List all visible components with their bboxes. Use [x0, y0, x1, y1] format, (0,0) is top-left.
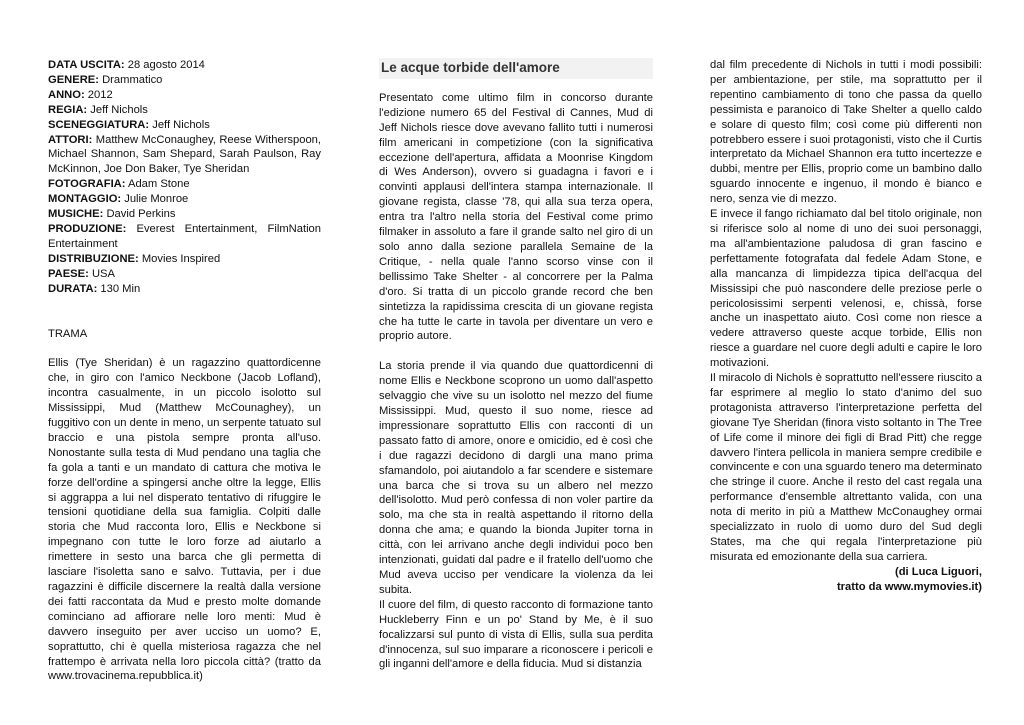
credit-line	[48, 222, 321, 252]
review-paragraph-5: E invece il fango richiamato dal bel titolo originale, non si riferisce solo al nome di uno dei suoi personaggi, ma all'ambientazione paludosa di gran fascino e perfettamente fotografata dal fedele Adam Stone, e alla mancanza di limpidezza tipica dell'acqua del Mississipi che può nascondere delle preziose perle o pericolosissimi serpenti velenosi, e, chissà, forse anche un inaspettato aiuto. Così come non riesce a vedere attraverso queste acque torbide, Ellis non riesce a guardare nel cuore degli adulti e capire le loro motivazioni.	[710, 208, 982, 370]
credit-label: DURATA:	[48, 282, 98, 295]
credit-line	[48, 177, 321, 192]
credit-line	[48, 133, 321, 178]
credit-value: USA	[91, 267, 115, 280]
review-paragraph-3: Il cuore del film, di questo racconto di formazione tanto Huckleberry Finn e un po' Stand by Me, è il suo focalizzarsi sul punto di vista di Ellis, sulla sua perdita d'innocenza, sul suo imparare a riconoscere i pericoli e gli inganni dell'amore e della fiducia. Mud si distanzia	[379, 598, 653, 671]
credit-label: ANNO:	[48, 88, 85, 101]
credit-label: DATA USCITA:	[48, 59, 125, 71]
credit-line	[48, 88, 321, 103]
review-paragraph-2: La storia prende il via quando due quattordicenni di nome Ellis e Neckbone scoprono un uomo dall'aspetto selvaggio che vive su un isolotto nel mezzo del fiume Mississippi. Mud, questo il suo nome, riesce ad impressionare soprattutto Ellis con racconti di un passato fatto di amore, onore e omicidio, ed è così che i due ragazzi decidono di dargli una mano prima sfamandolo, poi aiutandolo a far scendere e sistemare una barca che si trova su un albero nel mezzo dell'isolotto. Mud però confessa di non voler partire da solo, ma che sta in realtà aspettando il ritorno della donna che ama; e quando la bionda Jupiter torna in città, con lei arrivano anche degli individui poco ben intenzionati, guidati dal padre e il fratello dell'uomo che Mud aveva ucciso per vendicare la violenza da lei subita.	[379, 360, 653, 596]
credit-value: Matthew McConaughey, Reese Witherspoon, Michael Shannon, Sam Shepard, Sarah Paulson, Ray McKinnon, Joe Don Baker, Tye Sheridan	[48, 133, 322, 176]
review-paragraph-6: Il miracolo di Nichols è soprattutto nell'essere riuscito a far esprimere al meglio lo stato d'animo del suo protagonista attraverso l'interpretazione perfetta del giovane Tye Sheridan (finora visto soltanto in The Tree of Life come il minore dei figli di Brad Pitt) che regge davvero l'intera pellicola in maniera sempre credibile e convincente e con una sguardo tenero ma determinato che stringe il cuore. Anche il resto del cast regala una performance d'ensemble altrettanto valida, con una nota di merito in più a Matthew McConaughey ormai specializzato in ruolo di uomo duro del Sud degli States, ma che qui regala l'interpretazione più misurata ed emozionante della sua carriera.	[710, 372, 982, 563]
film-info-column	[48, 58, 321, 684]
credit-label: MUSICHE:	[48, 208, 104, 221]
credit-value: 28 agosto 2014	[127, 59, 205, 71]
credit-line	[48, 118, 321, 133]
credit-line	[48, 207, 321, 222]
credit-line	[48, 58, 321, 73]
credit-value: 130 Min	[100, 282, 141, 295]
credit-label: MONTAGGIO:	[48, 193, 122, 206]
credit-value: 2012	[87, 88, 113, 101]
credit-label: ATTORI:	[48, 133, 93, 146]
credit-value: Julie Monroe	[124, 193, 189, 206]
trama-heading: TRAMA	[48, 327, 88, 340]
credit-line	[48, 73, 321, 88]
credit-line	[48, 282, 321, 297]
credit-value: Adam Stone	[127, 178, 190, 191]
credit-line	[48, 192, 321, 207]
credit-value: Drammatico	[102, 73, 163, 86]
review-paragraph-1: Presentato come ultimo film in concorso durante l'edizione numero 65 del Festival di Cannes, Mud di Jeff Nichols riesce dove avevano fallito tutti i numerosi film americani in competizione (con la significativa eccezione dell'apertura, affidata a Moonrise Kingdom di Wes Anderson), ovvero si guadagna i favori e i convinti applausi dell'intera stampa internazionale. Il giovane regista, classe '78, qui alla sua terza opera, entra tra l'altro nella storia del Festival come primo filmaker in assoluto a fare il grande salto nel giro di un solo anno dalla sezione parallela Semaine de la Critique, - nella quale l'anno scorso vinse con il bellissimo Take Shelter - al concorrere per la Palma d'oro. Si tratta di un piccolo grande record che ben sintetizza la rapidissima crescita di un giovane regista che ha tutte le carte in tavola per diventare un vero e proprio autore.	[379, 91, 653, 343]
credit-label: PAESE:	[48, 267, 89, 280]
review-column-2	[710, 58, 982, 595]
credit-label: FOTOGRAFIA:	[48, 178, 126, 191]
credit-label: REGIA:	[48, 103, 88, 116]
review-paragraph-4: dal film precedente di Nichols in tutti i modi possibili: per ambientazione, per stile, ma soprattutto per il repentino cambiamento di tono che passa da quello pessimista e paranoico di Take Shelter a quello caldo e solare di questo film; così come più differenti non potrebbero essere i suoi protagonisti, visto che il Curtis interpretato da Michael Shannon era tutto incertezze e dubbi, mentre per Ellis, proprio come un bambino dallo sguardo innocente e ingenuo, il mondo è bianco e nero, senza vie di mezzo.	[710, 59, 982, 206]
credit-value: Jeff Nichols	[90, 103, 148, 116]
credit-label: PRODUZIONE:	[48, 222, 127, 235]
credit-line	[48, 267, 321, 282]
credit-label: DISTRIBUZIONE:	[48, 252, 139, 265]
credit-value: Everest Entertainment, FilmNation Entertainment	[48, 222, 321, 250]
credit-value: Movies Inspired	[141, 252, 221, 265]
review-column-1	[379, 58, 653, 672]
credit-label: SCENEGGIATURA:	[48, 118, 150, 131]
film-credits	[48, 58, 321, 297]
credit-value: Jeff Nichols	[152, 118, 210, 131]
trama-text: Ellis (Tye Sheridan) è un ragazzino quattordicenne che, in giro con l'amico Neckbone (Jacob Lofland), incontra casualmente, in un piccolo isolotto sul Mississippi, Mud (Matthew McCounaghey), un fuggitivo con un dente in meno, un serpente tatuato sul braccio e una pistola sempre pronta all'uso. Nonostante sulla testa di Mud pendano una taglia che fa gola a tanti e un mandato di cattura che motiva le forze dell'ordine a spingersi anche oltre la legge, Ellis si aggrappa a lui nel disperato tentativo di rifuggire le tensioni quotidiane della sua famiglia. Colpiti dalle storia che Mud racconta loro, Ellis e Neckbone si impegnano con tutte le loro forze ad aiutarlo a rimettere in sesto una barca che gli permetta di lasciare l'isoletta sano e salvo. Tuttavia, per i due ragazzini è difficile discernere la realtà dalla versione dei fatti raccontata da Mud e presto molte domande cominciano ad affiorare nelle loro menti: Mud è davvero inseguito per aver ucciso un uomo? E, soprattutto, chi è quella misteriosa ragazza che nel frattempo è arrivata nella loro piccola città? (tratto da www.trovacinema.repubblica.it)	[48, 357, 321, 683]
credit-line	[48, 103, 321, 118]
review-author: (di Luca Liguori,	[894, 565, 982, 578]
review-source: tratto da www.mymovies.it)	[836, 580, 982, 593]
review-title: Le acque torbide dell'amore	[379, 58, 653, 79]
credit-value: David Perkins	[106, 208, 176, 221]
credit-line	[48, 252, 321, 267]
credit-label: GENERE:	[48, 73, 99, 86]
